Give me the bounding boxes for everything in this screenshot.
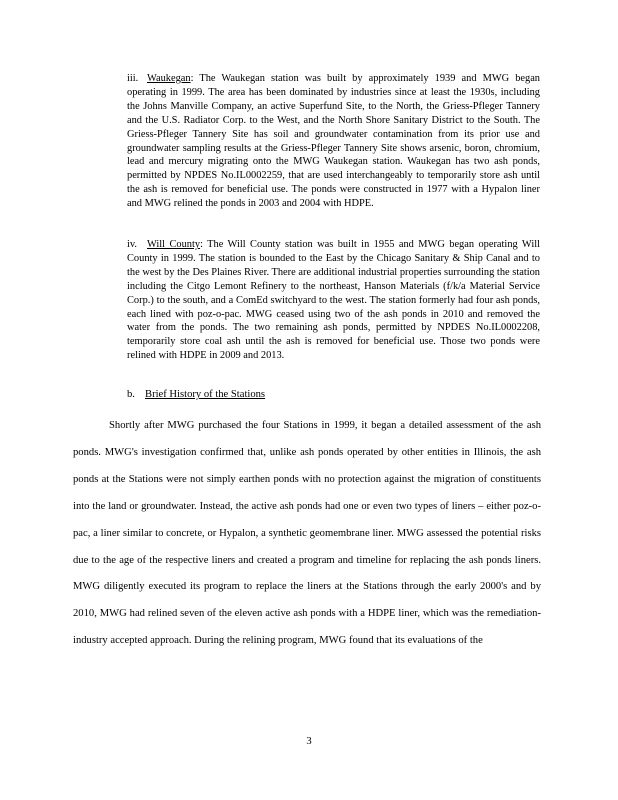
list-item-waukegan	[127, 72, 540, 211]
section-title: Brief History of the Stations	[145, 389, 266, 400]
item-text: : The Waukegan station was built by approximately 1939 and MWG began operating in 1999. The area has been dominated by industries since at least the 1930s, including the Johns Manville Company, an active Superfund Site, to the North, the Griess-Pfleger Tannery and the U.S. Radiator Corp. to the West, and the North Shore Sanitary District to the South. The Griess-Pfleger Tannery Site has soil and groundwater contamination from its prior use and groundwater sampling results at the Griess-Pfleger Tannery Site shows arsenic, boron, chromium, lead and mercury migrating onto the MWG Waukegan station. Waukegan has two ash ponds, permitted by NPDES No.IL0002259, that are used interchangeably to temporarily store ash until the ash is removed for beneficial use. The ponds were constructed in 1977 with a Hypalon liner and MWG relined the ponds in 2003 and 2004 with HDPE.	[127, 73, 540, 210]
item-text: : The Will County station was built in 1955 and MWG began operating Will County in 1999. The station is bounded to the East by the Chicago Sanitary & Ship Canal and to the west by the Des Plaines River. There are additional industrial properties surrounding the station including the Citgo Lemont Refinery to the northeast, Hanson Materials (f/k/a Material Service Corp.) to the south, and a ComEd switchyard to the west. The station formerly had four ash ponds, each lined with poz-o-pac. MWG ceased using two of the ash ponds in 2010 and removed the water from the ponds. The two remaining ash ponds, permitted by NPDES No.IL0002208, temporarily store coal ash until the ash is removed for beneficial use. Those two ponds were relined with HDPE in 2009 and 2013.	[127, 239, 540, 362]
body-paragraph: Shortly after MWG purchased the four Stations in 1999, it began a detailed assessment of the ash ponds. MWG's investigation confirmed that, unlike ash ponds operated by other entities in Illinois, the ash ponds at the Stations were not simply earthen ponds with no protection against the migration of constituents into the land or groundwater. Instead, the active ash ponds had one or even two types of liners – either poz-o-pac, a liner similar to concrete, or Hypalon, a synthetic geomembrane liner. MWG assessed the potential risks due to the age of the respective liners and created a program and timeline for replacing the ash ponds liners. MWG diligently executed its program to replace the liners at the Stations through the early 2000's and by 2010, MWG had relined seven of the eleven active ash ponds with a HDPE liner, which was the remediation-industry accepted approach. During the relining program, MWG found that its evaluations of the	[73, 420, 541, 647]
page-number: 3	[306, 736, 312, 747]
list-marker: iv.	[127, 239, 138, 250]
section-marker: b.	[127, 389, 135, 400]
item-heading: Will County	[147, 239, 201, 250]
item-heading: Waukegan	[147, 73, 191, 84]
section-heading	[127, 388, 265, 402]
list-marker: iii.	[127, 73, 139, 84]
list-item-will-county	[127, 238, 540, 363]
